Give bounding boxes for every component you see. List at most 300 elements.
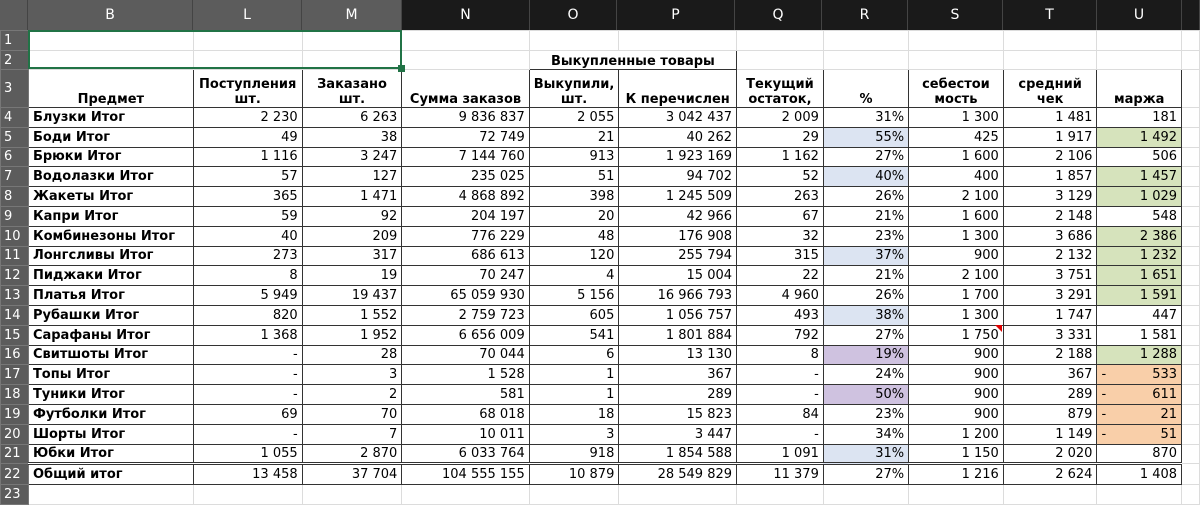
margin-cell[interactable]: 1 232 (1097, 246, 1182, 266)
value-cell[interactable]: 235 025 (402, 167, 529, 187)
item-name[interactable]: Брюки Итог (28, 147, 193, 167)
value-cell[interactable]: 3 686 (1003, 226, 1097, 246)
cell[interactable] (302, 485, 402, 505)
item-name[interactable]: Водолазки Итог (28, 167, 193, 187)
value-cell[interactable]: 15 823 (619, 404, 737, 424)
value-cell[interactable]: - (737, 424, 824, 444)
cell[interactable] (1003, 51, 1097, 70)
margin-cell[interactable]: 1 591 (1097, 286, 1182, 306)
item-name[interactable]: Лонгсливы Итог (28, 246, 193, 266)
value-cell[interactable]: 1 600 (909, 206, 1004, 226)
column-header-P[interactable]: P (617, 0, 735, 30)
cell[interactable] (1182, 70, 1200, 108)
cell[interactable] (28, 31, 193, 51)
value-cell[interactable]: 900 (909, 246, 1004, 266)
column-header-T[interactable]: T (1003, 0, 1097, 30)
fill-handle[interactable] (398, 65, 405, 72)
margin-cell[interactable]: 1 029 (1097, 187, 1182, 207)
item-name[interactable]: Сарафаны Итог (28, 325, 193, 345)
margin-cell[interactable] (1097, 365, 1182, 385)
value-cell[interactable]: 7 (302, 424, 402, 444)
cell[interactable] (1182, 444, 1200, 464)
select-all-corner[interactable] (0, 0, 28, 30)
value-cell[interactable]: 913 (529, 147, 619, 167)
value-cell[interactable]: 69 (193, 404, 302, 424)
value-cell[interactable]: 7 144 760 (402, 147, 529, 167)
value-cell[interactable]: - (193, 385, 302, 405)
value-cell[interactable]: 13 458 (193, 464, 302, 485)
value-cell[interactable]: 1 (529, 385, 619, 405)
cell[interactable] (1182, 31, 1200, 51)
row-header[interactable]: 14 (1, 305, 29, 325)
value-cell[interactable]: 1 162 (737, 147, 824, 167)
value-cell[interactable]: 263 (737, 187, 824, 207)
item-name[interactable]: Топы Итог (28, 365, 193, 385)
value-cell[interactable]: 57 (193, 167, 302, 187)
value-cell[interactable]: 1 245 509 (619, 187, 737, 207)
cell[interactable] (1182, 206, 1200, 226)
cell[interactable] (1182, 345, 1200, 365)
column-header-M[interactable]: M (302, 0, 402, 30)
value-cell[interactable]: 1 528 (402, 365, 529, 385)
value-cell[interactable]: 2 055 (529, 108, 619, 128)
value-cell[interactable]: 1 150 (909, 444, 1004, 464)
value-cell[interactable]: 4 960 (737, 286, 824, 306)
value-cell[interactable]: 1 (529, 365, 619, 385)
value-cell[interactable]: 900 (909, 404, 1004, 424)
cell[interactable] (193, 51, 302, 70)
value-cell[interactable]: 3 (529, 424, 619, 444)
value-cell[interactable]: 70 044 (402, 345, 529, 365)
value-cell[interactable]: 3 331 (1003, 325, 1097, 345)
row-header[interactable]: 5 (1, 127, 29, 147)
value-cell[interactable]: 28 (302, 345, 402, 365)
column-header-O[interactable]: O (530, 0, 617, 30)
value-cell[interactable]: 29 (737, 127, 824, 147)
value-cell[interactable]: - (737, 385, 824, 405)
margin-cell[interactable]: 1 581 (1097, 325, 1182, 345)
value-cell[interactable]: 1 300 (909, 108, 1004, 128)
row-header[interactable]: 17 (1, 365, 29, 385)
cell[interactable] (1182, 51, 1200, 70)
cell[interactable] (823, 31, 908, 51)
cell[interactable] (1182, 385, 1200, 405)
value-cell[interactable]: 1 857 (1003, 167, 1097, 187)
item-name[interactable]: Футболки Итог (28, 404, 193, 424)
value-cell[interactable]: 541 (529, 325, 619, 345)
item-name[interactable]: Платья Итог (28, 286, 193, 306)
value-cell[interactable]: 605 (529, 305, 619, 325)
column-header-U[interactable]: U (1097, 0, 1182, 30)
margin-cell[interactable] (1097, 385, 1182, 405)
percent-cell[interactable]: 55% (823, 127, 908, 147)
value-cell[interactable]: 400 (909, 167, 1004, 187)
value-cell[interactable]: 1 481 (1003, 108, 1097, 128)
percent-cell[interactable]: 38% (823, 305, 908, 325)
cell[interactable] (402, 485, 529, 505)
column-header-S[interactable]: S (908, 0, 1003, 30)
value-cell[interactable]: 209 (302, 226, 402, 246)
value-cell[interactable]: 28 549 829 (619, 464, 737, 485)
value-cell[interactable]: 2 009 (737, 108, 824, 128)
value-cell[interactable]: 20 (529, 206, 619, 226)
value-cell[interactable]: 900 (909, 365, 1004, 385)
value-cell[interactable]: 19 (302, 266, 402, 286)
percent-cell[interactable]: 50% (823, 385, 908, 405)
value-cell[interactable]: 2 100 (909, 266, 1004, 286)
value-cell[interactable]: 581 (402, 385, 529, 405)
value-cell[interactable]: 273 (193, 246, 302, 266)
cell[interactable] (1097, 485, 1182, 505)
value-cell[interactable]: 367 (619, 365, 737, 385)
percent-cell[interactable]: 26% (823, 286, 908, 306)
percent-cell[interactable]: 19% (823, 345, 908, 365)
value-cell[interactable]: 367 (1003, 365, 1097, 385)
value-cell[interactable]: 65 059 930 (402, 286, 529, 306)
item-name[interactable]: Жакеты Итог (28, 187, 193, 207)
row-header[interactable]: 2 (1, 51, 29, 70)
value-cell[interactable]: 94 702 (619, 167, 737, 187)
value-cell[interactable]: 1 091 (737, 444, 824, 464)
value-cell[interactable]: 1 917 (1003, 127, 1097, 147)
value-cell[interactable]: 2 624 (1003, 464, 1097, 485)
value-cell[interactable]: 9 836 837 (402, 108, 529, 128)
value-cell[interactable]: 32 (737, 226, 824, 246)
cell[interactable] (737, 31, 824, 51)
value-cell[interactable]: 2 020 (1003, 444, 1097, 464)
value-cell[interactable]: 1 149 (1003, 424, 1097, 444)
value-cell[interactable]: 51 (529, 167, 619, 187)
value-cell[interactable]: 15 004 (619, 266, 737, 286)
value-cell[interactable]: 38 (302, 127, 402, 147)
value-cell[interactable]: 72 749 (402, 127, 529, 147)
row-header[interactable]: 21 (1, 444, 29, 464)
item-name[interactable]: Рубашки Итог (28, 305, 193, 325)
margin-cell[interactable]: 870 (1097, 444, 1182, 464)
value-cell[interactable]: 1 300 (909, 226, 1004, 246)
item-name[interactable]: Юбки Итог (28, 444, 193, 464)
value-cell[interactable]: 1 471 (302, 187, 402, 207)
value-cell[interactable]: 49 (193, 127, 302, 147)
row-header[interactable]: 8 (1, 187, 29, 207)
cell[interactable] (1182, 365, 1200, 385)
cell[interactable] (1182, 147, 1200, 167)
value-cell[interactable]: 48 (529, 226, 619, 246)
column-header-Q[interactable]: Q (735, 0, 822, 30)
value-cell[interactable]: - (193, 345, 302, 365)
row-header[interactable]: 1 (1, 31, 29, 51)
value-cell[interactable]: 37 704 (302, 464, 402, 485)
value-cell[interactable]: 879 (1003, 404, 1097, 424)
value-cell[interactable]: 40 262 (619, 127, 737, 147)
value-cell[interactable]: 52 (737, 167, 824, 187)
row-header[interactable]: 10 (1, 226, 29, 246)
value-cell[interactable]: 3 751 (1003, 266, 1097, 286)
item-name[interactable]: Блузки Итог (28, 108, 193, 128)
cell[interactable] (737, 51, 824, 70)
row-header[interactable]: 23 (1, 485, 29, 505)
value-cell[interactable]: 315 (737, 246, 824, 266)
value-cell[interactable]: 1 216 (909, 464, 1004, 485)
cell[interactable] (402, 51, 529, 70)
value-cell[interactable]: 398 (529, 187, 619, 207)
value-cell[interactable]: 776 229 (402, 226, 529, 246)
cell[interactable] (909, 485, 1004, 505)
value-cell[interactable]: 11 379 (737, 464, 824, 485)
value-cell[interactable]: 40 (193, 226, 302, 246)
value-cell[interactable]: 68 018 (402, 404, 529, 424)
value-cell[interactable]: 176 908 (619, 226, 737, 246)
cell[interactable] (1182, 226, 1200, 246)
value-cell[interactable]: 686 613 (402, 246, 529, 266)
value-cell[interactable]: 425 (909, 127, 1004, 147)
percent-cell[interactable]: 31% (823, 444, 908, 464)
margin-cell[interactable] (1097, 404, 1182, 424)
item-name[interactable]: Пиджаки Итог (28, 266, 193, 286)
value-cell[interactable]: 1 552 (302, 305, 402, 325)
value-cell[interactable]: 104 555 155 (402, 464, 529, 485)
margin-cell[interactable]: 1 408 (1097, 464, 1182, 485)
value-cell[interactable]: 1 801 884 (619, 325, 737, 345)
value-cell[interactable]: 21 (529, 127, 619, 147)
margin-cell[interactable]: 181 (1097, 108, 1182, 128)
margin-cell[interactable]: 1 492 (1097, 127, 1182, 147)
column-header-B[interactable]: B (28, 0, 193, 30)
value-cell[interactable]: 493 (737, 305, 824, 325)
column-header-L[interactable]: L (193, 0, 302, 30)
value-cell[interactable]: 900 (909, 345, 1004, 365)
value-cell[interactable]: 6 033 764 (402, 444, 529, 464)
row-header[interactable]: 7 (1, 167, 29, 187)
percent-cell[interactable]: 31% (823, 108, 908, 128)
value-cell[interactable]: 2 188 (1003, 345, 1097, 365)
row-header[interactable]: 4 (1, 108, 29, 128)
value-cell[interactable]: 1 854 588 (619, 444, 737, 464)
cell[interactable] (619, 485, 737, 505)
value-cell[interactable]: - (193, 424, 302, 444)
value-cell[interactable]: 5 949 (193, 286, 302, 306)
cell[interactable] (1003, 485, 1097, 505)
value-cell[interactable]: 3 (302, 365, 402, 385)
item-name[interactable]: Боди Итог (28, 127, 193, 147)
value-cell[interactable]: 2 132 (1003, 246, 1097, 266)
cell[interactable] (1182, 108, 1200, 128)
value-cell[interactable]: 820 (193, 305, 302, 325)
margin-cell[interactable]: 506 (1097, 147, 1182, 167)
value-cell[interactable]: 6 (529, 345, 619, 365)
cell[interactable] (1097, 31, 1182, 51)
cell[interactable] (1182, 127, 1200, 147)
cell[interactable] (1182, 325, 1200, 345)
value-cell[interactable]: 10 011 (402, 424, 529, 444)
value-cell[interactable]: 289 (619, 385, 737, 405)
percent-cell[interactable]: 37% (823, 246, 908, 266)
value-cell[interactable]: 1 600 (909, 147, 1004, 167)
value-cell[interactable]: 120 (529, 246, 619, 266)
value-cell[interactable]: 1 200 (909, 424, 1004, 444)
cell[interactable] (28, 485, 193, 505)
value-cell[interactable]: 1 116 (193, 147, 302, 167)
value-cell[interactable]: - (193, 365, 302, 385)
value-cell[interactable]: 1 747 (1003, 305, 1097, 325)
margin-cell[interactable] (1097, 424, 1182, 444)
value-cell[interactable]: 3 129 (1003, 187, 1097, 207)
value-cell[interactable]: 3 291 (1003, 286, 1097, 306)
cell[interactable] (1182, 485, 1200, 505)
row-header[interactable]: 3 (1, 70, 29, 108)
cell[interactable] (402, 31, 529, 51)
value-cell[interactable]: 59 (193, 206, 302, 226)
value-cell[interactable]: 204 197 (402, 206, 529, 226)
item-name[interactable]: Капри Итог (28, 206, 193, 226)
value-cell[interactable]: 289 (1003, 385, 1097, 405)
cell[interactable] (193, 485, 302, 505)
value-cell[interactable]: 2 100 (909, 187, 1004, 207)
margin-cell[interactable]: 1 457 (1097, 167, 1182, 187)
value-cell[interactable]: 317 (302, 246, 402, 266)
row-header[interactable]: 18 (1, 385, 29, 405)
row-header[interactable]: 13 (1, 286, 29, 306)
cell[interactable] (1182, 424, 1200, 444)
margin-cell[interactable]: 548 (1097, 206, 1182, 226)
value-cell[interactable]: 918 (529, 444, 619, 464)
value-cell[interactable]: 365 (193, 187, 302, 207)
margin-cell[interactable]: 447 (1097, 305, 1182, 325)
cell[interactable] (909, 31, 1004, 51)
row-header[interactable]: 16 (1, 345, 29, 365)
cell[interactable] (529, 31, 619, 51)
value-cell[interactable]: 4 868 892 (402, 187, 529, 207)
value-cell[interactable]: 4 (529, 266, 619, 286)
cell[interactable] (1003, 31, 1097, 51)
item-name[interactable]: Туники Итог (28, 385, 193, 405)
percent-cell[interactable]: 21% (823, 206, 908, 226)
value-cell[interactable]: 127 (302, 167, 402, 187)
item-name[interactable]: Комбинезоны Итог (28, 226, 193, 246)
cell[interactable] (1182, 187, 1200, 207)
row-header[interactable]: 20 (1, 424, 29, 444)
value-cell[interactable]: 2 148 (1003, 206, 1097, 226)
value-cell[interactable]: 67 (737, 206, 824, 226)
percent-cell[interactable]: 27% (823, 147, 908, 167)
value-cell[interactable]: 1 056 757 (619, 305, 737, 325)
row-header[interactable]: 15 (1, 325, 29, 345)
value-cell[interactable]: 2 230 (193, 108, 302, 128)
value-cell[interactable]: 1 368 (193, 325, 302, 345)
margin-cell[interactable]: 1 651 (1097, 266, 1182, 286)
column-header-R[interactable]: R (822, 0, 908, 30)
cell[interactable] (1182, 167, 1200, 187)
margin-cell[interactable]: 1 288 (1097, 345, 1182, 365)
value-cell[interactable]: 8 (193, 266, 302, 286)
value-cell[interactable]: 3 447 (619, 424, 737, 444)
value-cell[interactable]: 2 106 (1003, 147, 1097, 167)
value-cell[interactable]: 2 759 723 (402, 305, 529, 325)
item-name[interactable]: Шорты Итог (28, 424, 193, 444)
cell[interactable] (737, 485, 824, 505)
row-header[interactable]: 19 (1, 404, 29, 424)
cell[interactable] (302, 51, 402, 70)
percent-cell[interactable]: 27% (823, 325, 908, 345)
value-cell[interactable]: 70 (302, 404, 402, 424)
cell[interactable] (193, 31, 302, 51)
cell[interactable] (1182, 266, 1200, 286)
value-cell[interactable]: 92 (302, 206, 402, 226)
cell[interactable] (909, 51, 1004, 70)
row-header[interactable]: 11 (1, 246, 29, 266)
value-cell[interactable]: 3 247 (302, 147, 402, 167)
percent-cell[interactable]: 21% (823, 266, 908, 286)
value-cell[interactable]: 2 870 (302, 444, 402, 464)
cell[interactable] (823, 51, 908, 70)
cell[interactable] (1182, 464, 1200, 485)
percent-cell[interactable]: 24% (823, 365, 908, 385)
value-cell[interactable]: 6 656 009 (402, 325, 529, 345)
value-cell[interactable]: 1 952 (302, 325, 402, 345)
margin-cell[interactable]: 2 386 (1097, 226, 1182, 246)
value-cell[interactable]: 22 (737, 266, 824, 286)
value-cell[interactable]: 1 750 (909, 325, 1004, 345)
row-header[interactable]: 22 (1, 464, 29, 485)
cell[interactable] (823, 485, 908, 505)
cell[interactable] (1182, 246, 1200, 266)
cell[interactable] (1182, 305, 1200, 325)
percent-cell[interactable]: 27% (823, 464, 908, 485)
percent-cell[interactable]: 40% (823, 167, 908, 187)
item-name[interactable]: Общий итог (28, 464, 193, 485)
value-cell[interactable]: 10 879 (529, 464, 619, 485)
value-cell[interactable]: 5 156 (529, 286, 619, 306)
value-cell[interactable]: 6 263 (302, 108, 402, 128)
value-cell[interactable]: 900 (909, 385, 1004, 405)
item-name[interactable]: Свитшоты Итог (28, 345, 193, 365)
percent-cell[interactable]: 26% (823, 187, 908, 207)
row-header[interactable]: 9 (1, 206, 29, 226)
value-cell[interactable]: 16 966 793 (619, 286, 737, 306)
value-cell[interactable]: 1 700 (909, 286, 1004, 306)
column-header-N[interactable]: N (402, 0, 530, 30)
value-cell[interactable]: 42 966 (619, 206, 737, 226)
value-cell[interactable]: 255 794 (619, 246, 737, 266)
value-cell[interactable]: 792 (737, 325, 824, 345)
value-cell[interactable]: - (737, 365, 824, 385)
value-cell[interactable]: 1 923 169 (619, 147, 737, 167)
value-cell[interactable]: 3 042 437 (619, 108, 737, 128)
percent-cell[interactable]: 34% (823, 424, 908, 444)
cell[interactable] (1097, 51, 1182, 70)
value-cell[interactable]: 84 (737, 404, 824, 424)
cell[interactable] (1182, 404, 1200, 424)
cell[interactable] (28, 51, 193, 70)
cell[interactable] (1182, 286, 1200, 306)
value-cell[interactable]: 2 (302, 385, 402, 405)
cell[interactable] (529, 485, 619, 505)
row-header[interactable]: 12 (1, 266, 29, 286)
value-cell[interactable]: 70 247 (402, 266, 529, 286)
percent-cell[interactable]: 23% (823, 226, 908, 246)
value-cell[interactable]: 13 130 (619, 345, 737, 365)
value-cell[interactable]: 19 437 (302, 286, 402, 306)
cell[interactable] (302, 31, 402, 51)
percent-cell[interactable]: 23% (823, 404, 908, 424)
value-cell[interactable]: 8 (737, 345, 824, 365)
value-cell[interactable]: 1 300 (909, 305, 1004, 325)
value-cell[interactable]: 1 055 (193, 444, 302, 464)
comment-indicator-icon[interactable] (995, 325, 1002, 332)
row-header[interactable]: 6 (1, 147, 29, 167)
value-cell[interactable]: 18 (529, 404, 619, 424)
cell[interactable] (619, 31, 737, 51)
